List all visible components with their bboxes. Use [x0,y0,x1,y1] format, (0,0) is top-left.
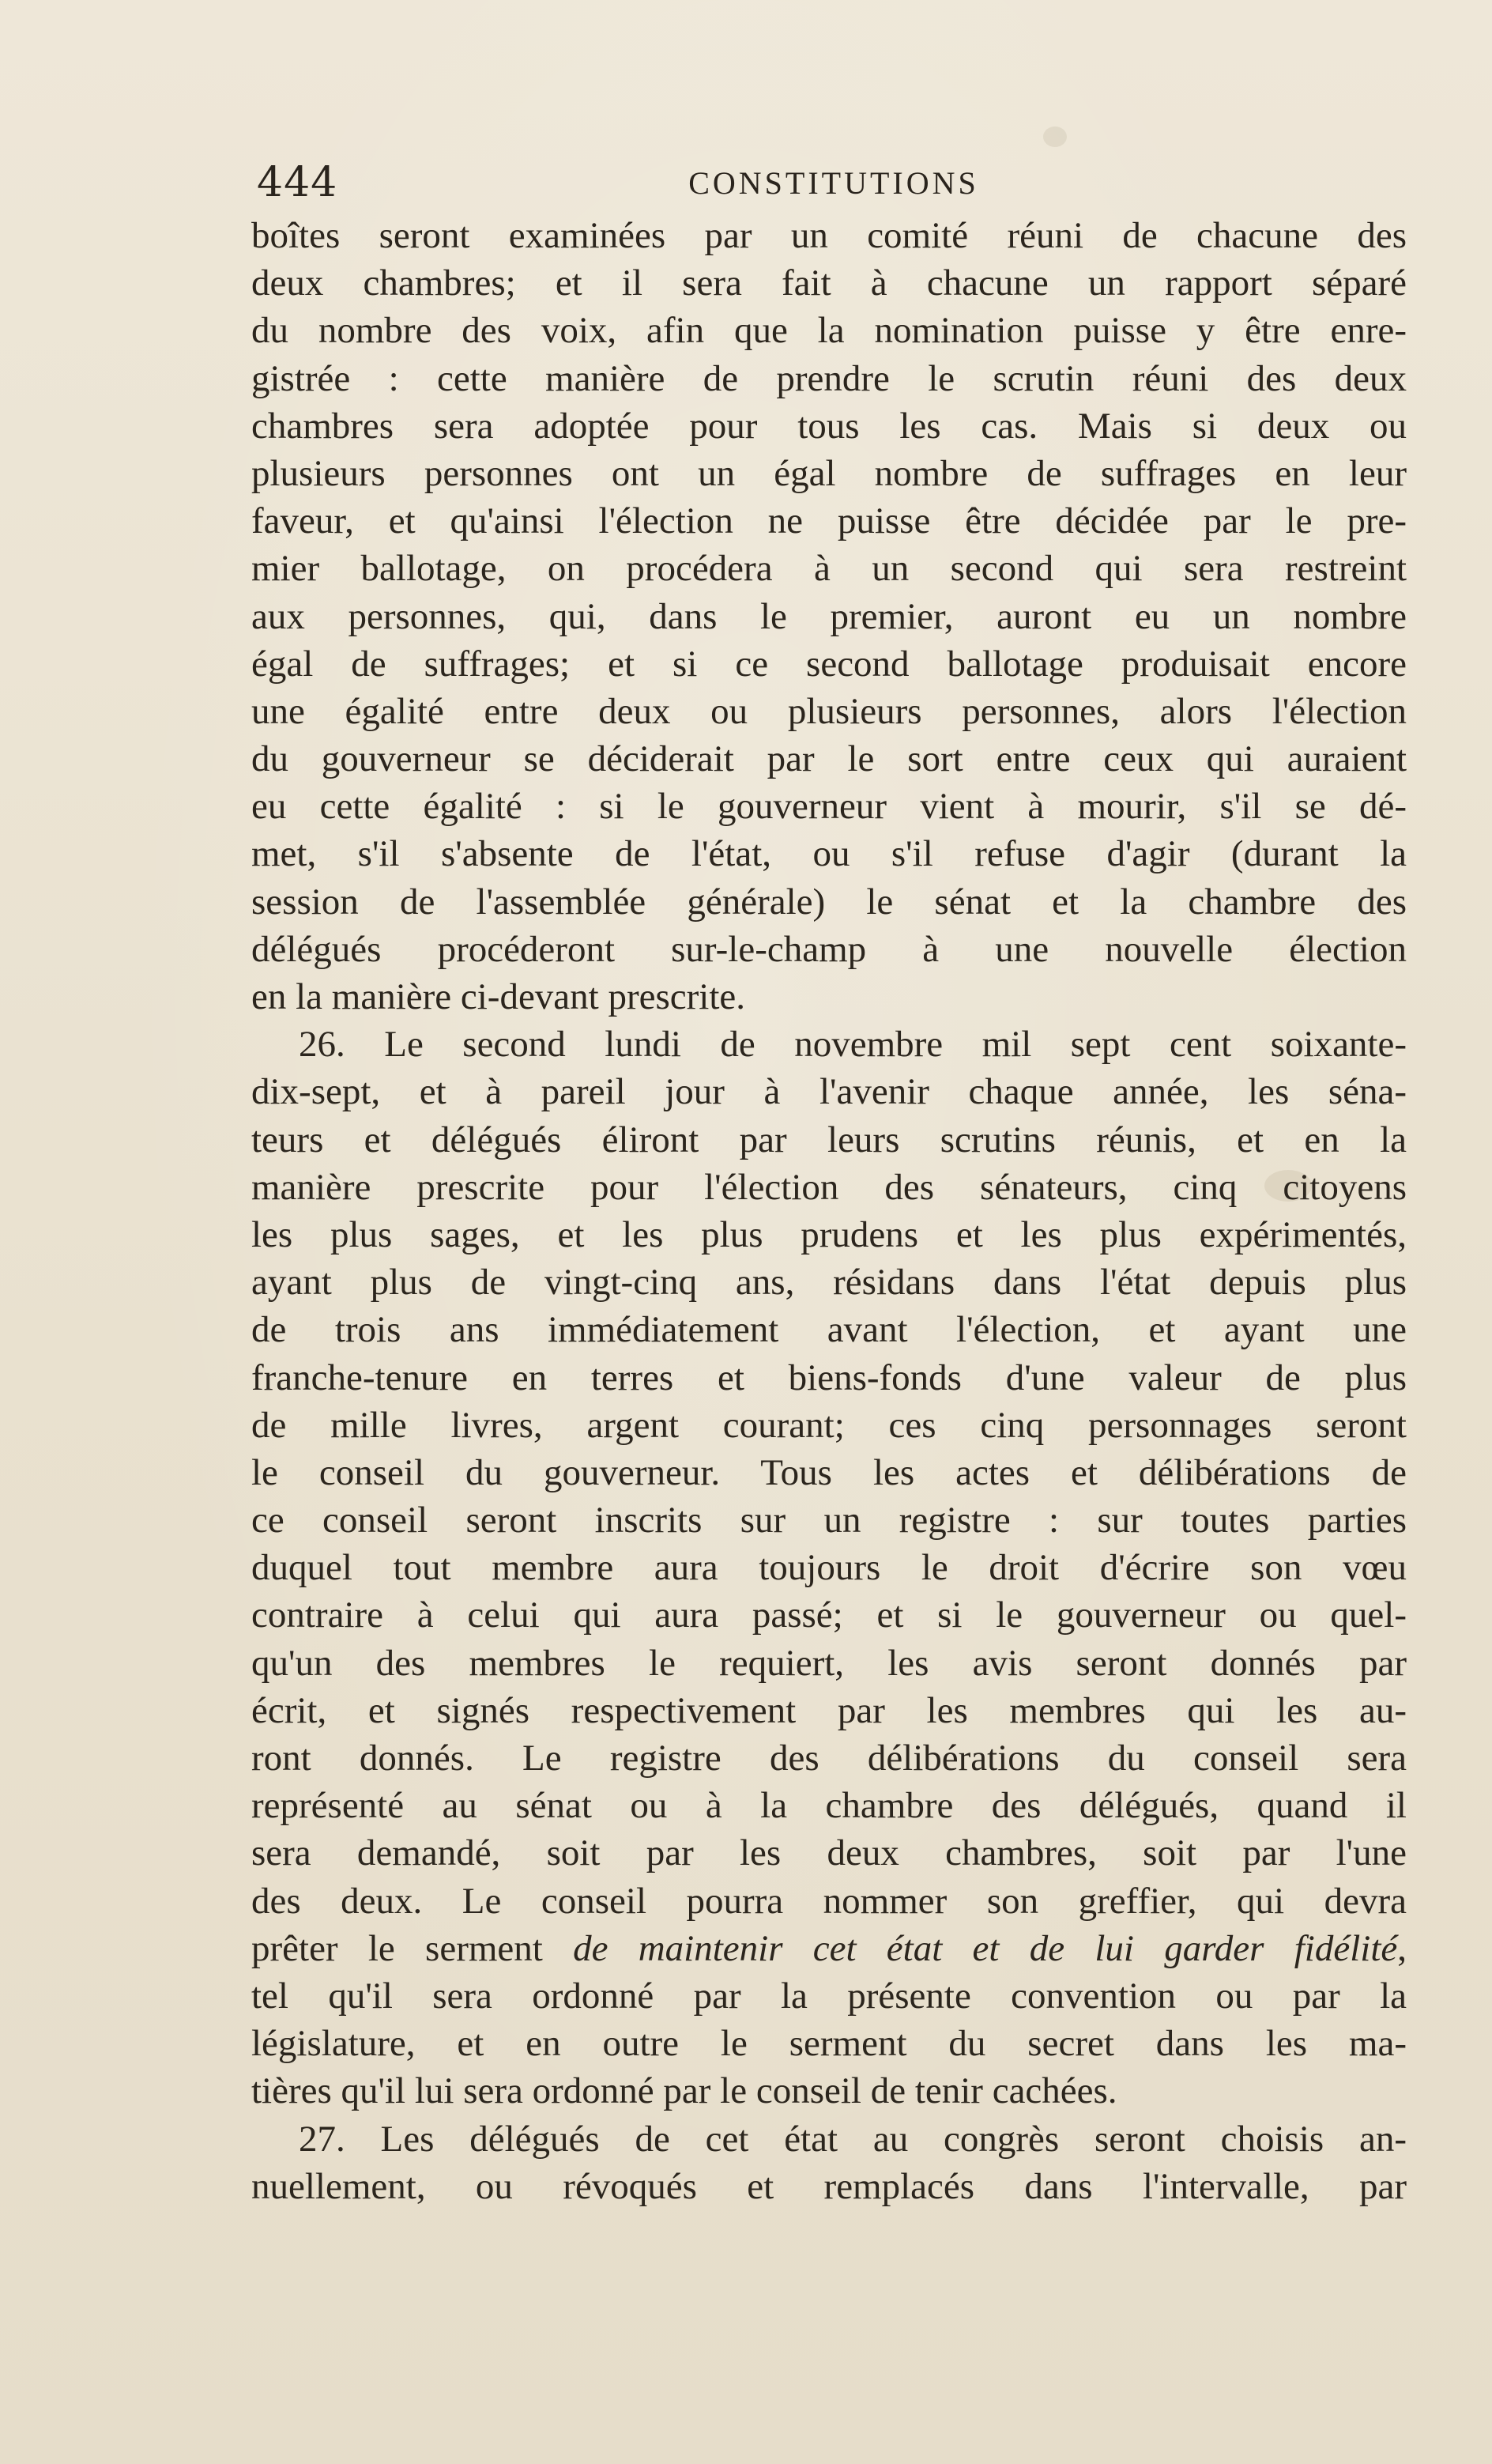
text-line: ce conseil seront inscrits sur un registre : sur toutes parties [251,1500,1407,1541]
text-line: deux chambres; et il sera fait à chacune un rapport séparé [251,262,1407,304]
line-text-before: prêter le serment [251,1927,574,1969]
oath-italic-text: de maintenir cet état et de lui garder fidélité [573,1927,1398,1969]
text-line: nuellement, ou révoqués et remplacés dans l'intervalle, par [251,2165,1407,2207]
text-line: met, s'il s'absente de l'état, ou s'il refuse d'agir (durant la [251,833,1407,875]
text-line: égal de suffrages; et si ce second ballotage produisait encore [251,643,1407,685]
text-line: écrit, et signés respectivement par les membres qui les au- [251,1689,1407,1731]
article-26-start: 26. Le second lundi de novembre mil sept cent soixante- [299,1024,1407,1066]
text-line: tières qu'il lui sera ordonné par le conseil de tenir cachées. [251,2070,1117,2112]
text-line: manière prescrite pour l'élection des sénateurs, cinq citoyens [251,1166,1407,1208]
text-line: chambres sera adoptée pour tous les cas. Mais si deux ou [251,405,1407,447]
text-line: teurs et délégués éliront par leurs scrutins réunis, et en la [251,1119,1407,1160]
text-line: contraire à celui qui aura passé; et si le gouverneur ou quel- [251,1594,1407,1636]
text-line: du gouverneur se déciderait par le sort entre ceux qui auraient [251,738,1407,780]
text-line: plusieurs personnes ont un égal nombre de suffrages en leur [251,452,1407,494]
page-header [257,155,1411,210]
text-line: délégués procéderont sur-le-champ à une nouvelle élection [251,928,1407,970]
text-line: une égalité entre deux ou plusieurs personnes, alors l'élection [251,690,1407,732]
text-line: ayant plus de vingt-cinq ans, résidans dans l'état depuis plus [251,1262,1407,1304]
paper-stain [1043,126,1067,147]
text-line: tel qu'il sera ordonné par la présente convention ou par la [251,1975,1407,2017]
line-text-after: , [1397,1927,1407,1969]
article-27-start: 27. Les délégués de cet état au congrès seront choisis an- [299,2118,1407,2160]
text-line: de trois ans immédiatement avant l'élection, et ayant une [251,1309,1407,1351]
text-line: de mille livres, argent courant; ces cinq personnages seront [251,1404,1407,1446]
text-line: les plus sages, et les plus prudens et les plus expérimentés, [251,1213,1407,1255]
text-line: ront donnés. Le registre des délibérations du conseil sera [251,1738,1407,1779]
text-line: duquel tout membre aura toujours le droit d'écrire son vœu [251,1547,1407,1589]
body-text [251,212,1407,2210]
text-line: représenté au sénat ou à la chambre des délégués, quand il [251,1785,1407,1827]
text-line: le conseil du gouverneur. Tous les actes et délibérations de [251,1451,1407,1493]
text-line: législature, et en outre le serment du secret dans les ma- [251,2023,1407,2065]
text-line: en la manière ci-devant prescrite. [251,976,746,1017]
text-line-with-italic [251,1925,1407,1972]
text-line: aux personnes, qui, dans le premier, auront eu un nombre [251,595,1407,637]
text-line: gistrée : cette manière de prendre le scrutin réuni des deux [251,357,1407,399]
text-line: session de l'assemblée générale) le sénat et la chambre des [251,881,1407,923]
text-line: dix-sept, et à pareil jour à l'avenir chaque année, les séna- [251,1071,1407,1113]
text-line: du nombre des voix, afin que la nomination puisse y être enre- [251,310,1407,352]
text-line: sera demandé, soit par les deux chambres, soit par l'une [251,1832,1407,1874]
text-line: mier ballotage, on procédera à un second qui sera restreint [251,548,1407,590]
text-line: eu cette égalité : si le gouverneur vient à mourir, s'il se dé- [251,786,1407,828]
text-line: faveur, et qu'ainsi l'élection ne puisse être décidée par le pre- [251,500,1407,542]
text-line: qu'un des membres le requiert, les avis seront donnés par [251,1642,1407,1684]
page-number: 444 [257,159,338,206]
running-head: CONSTITUTIONS [688,165,979,201]
text-line: boîtes seront examinées par un comité réuni de chacune des [251,215,1407,256]
text-line: des deux. Le conseil pourra nommer son greffier, qui devra [251,1880,1407,1922]
text-line: franche-tenure en terres et biens-fonds d'une valeur de plus [251,1357,1407,1398]
